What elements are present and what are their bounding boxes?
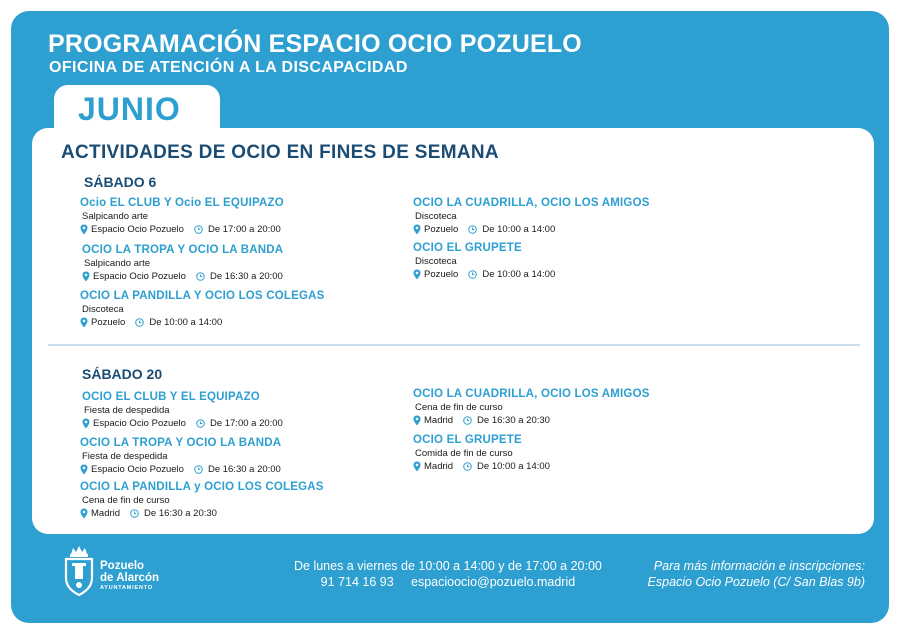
clock-icon [196, 419, 205, 428]
activity-description: Discoteca [415, 256, 457, 267]
brand-block [100, 560, 159, 592]
activity-name: OCIO EL GRUPETE [413, 242, 522, 254]
section-title: ACTIVIDADES DE OCIO EN FINES DE SEMANA [61, 142, 499, 163]
activity-time: De 10:00 a 14:00 [482, 224, 556, 235]
location-pin-icon [80, 464, 88, 475]
clock-icon [468, 225, 477, 234]
activity-description: Discoteca [82, 304, 124, 315]
activity-place: Espacio Ocio Pozuelo [91, 464, 184, 475]
activity-name: OCIO LA TROPA Y OCIO LA BANDA [82, 244, 284, 256]
activity-description: Salpicando arte [82, 211, 149, 222]
clock-icon [463, 416, 472, 425]
activity-place: Pozuelo [424, 269, 459, 280]
activity-time: De 17:00 a 20:00 [209, 418, 283, 429]
info-line-2: Espacio Ocio Pozuelo (C/ San Blas 9b) [647, 575, 865, 589]
poster-title: PROGRAMACIÓN ESPACIO OCIO POZUELO [48, 30, 582, 58]
section-divider [48, 344, 860, 346]
activity-description: Cena de fin de curso [82, 495, 170, 506]
activity-block [413, 196, 650, 236]
day-heading-1: SÁBADO 6 [84, 174, 157, 190]
activity-description: Fiesta de despedida [82, 451, 168, 462]
clock-icon [135, 318, 144, 327]
activity-place: Espacio Ocio Pozuelo [93, 418, 186, 429]
clock-icon [194, 225, 203, 234]
activity-description: Salpicando arte [84, 258, 151, 269]
activity-meta [413, 268, 555, 281]
activity-description: Comida de fin de curso [415, 448, 513, 459]
activity-block [80, 480, 324, 520]
location-pin-icon [413, 415, 421, 426]
more-info [648, 558, 865, 590]
brand-line-2: de Alarcón [100, 572, 160, 584]
activity-time: De 16:30 a 20:30 [144, 508, 217, 519]
activity-place: Pozuelo [424, 224, 459, 235]
location-pin-icon [413, 224, 421, 235]
contact-line: 91 714 16 93 espacioocio@pozuelo.madrid [320, 575, 576, 589]
activity-place: Madrid [424, 461, 454, 472]
activity-block [413, 387, 650, 427]
activity-description: Fiesta de despedida [84, 405, 170, 416]
activity-block [80, 289, 324, 329]
activity-name: OCIO LA CUADRILLA, OCIO LOS AMIGOS [413, 197, 650, 209]
activity-block [80, 436, 281, 476]
pozuelo-coat-of-arms-icon [62, 544, 96, 598]
activity-block [80, 196, 284, 236]
location-pin-icon [82, 271, 90, 282]
location-pin-icon [80, 508, 88, 519]
clock-icon [468, 270, 477, 279]
brand-line-1: Pozuelo [100, 560, 145, 572]
activity-block [82, 390, 283, 430]
activity-time: De 10:00 a 14:00 [482, 269, 556, 280]
clock-icon [196, 272, 205, 281]
activity-time: De 17:00 a 20:00 [207, 224, 281, 235]
activity-meta [413, 414, 650, 427]
activity-time: De 16:30 a 20:00 [209, 271, 283, 282]
activity-block [82, 243, 283, 283]
month-label: JUNIO [78, 91, 181, 127]
activity-name: OCIO EL GRUPETE [413, 434, 522, 446]
activity-meta [80, 223, 284, 236]
location-pin-icon [80, 317, 88, 328]
activity-name: OCIO LA PANDILLA y OCIO LOS COLEGAS [80, 481, 324, 493]
day-heading-2: SÁBADO 20 [82, 366, 163, 382]
activity-description: Discoteca [415, 211, 457, 222]
activity-place: Pozuelo [91, 317, 126, 328]
activity-block [413, 433, 550, 473]
activity-place: Espacio Ocio Pozuelo [91, 224, 184, 235]
clock-icon [463, 462, 472, 471]
activity-place: Madrid [91, 508, 121, 519]
activity-name: OCIO LA CUADRILLA, OCIO LOS AMIGOS [413, 388, 650, 400]
activity-place: Madrid [424, 415, 454, 426]
activity-meta [82, 417, 283, 430]
info-line-1: Para más información e inscripciones: [653, 559, 865, 573]
activity-name: OCIO LA PANDILLA Y OCIO LOS COLEGAS [80, 290, 325, 302]
activity-name: OCIO EL CLUB Y EL EQUIPAZO [82, 391, 260, 403]
activity-meta [80, 507, 324, 520]
opening-hours [294, 558, 602, 590]
activity-meta [80, 463, 281, 476]
clock-icon [130, 509, 139, 518]
activity-name: Ocio EL CLUB Y Ocio EL EQUIPAZO [80, 197, 284, 209]
brand-line-3: AYUNTAMIENTO [100, 585, 153, 591]
activity-block [413, 241, 555, 281]
activity-time: De 16:30 a 20:00 [207, 464, 281, 475]
location-pin-icon [80, 224, 88, 235]
activity-time: De 16:30 a 20:30 [477, 415, 550, 426]
poster-subtitle: OFICINA DE ATENCIÓN A LA DISCAPACIDAD [49, 59, 408, 76]
activity-name: OCIO LA TROPA Y OCIO LA BANDA [80, 437, 282, 449]
activity-time: De 10:00 a 14:00 [149, 317, 223, 328]
location-pin-icon [82, 418, 90, 429]
location-pin-icon [413, 461, 421, 472]
clock-icon [194, 465, 203, 474]
activity-meta [82, 270, 283, 283]
activity-meta [413, 460, 550, 473]
activity-meta [413, 223, 650, 236]
activity-time: De 10:00 a 14:00 [477, 461, 550, 472]
hours-line: De lunes a viernes de 10:00 a 14:00 y de 17:00 a 20:00 [294, 559, 602, 573]
location-pin-icon [413, 269, 421, 280]
activity-meta [80, 316, 324, 329]
activity-description: Cena de fin de curso [415, 402, 503, 413]
activity-place: Espacio Ocio Pozuelo [93, 271, 186, 282]
